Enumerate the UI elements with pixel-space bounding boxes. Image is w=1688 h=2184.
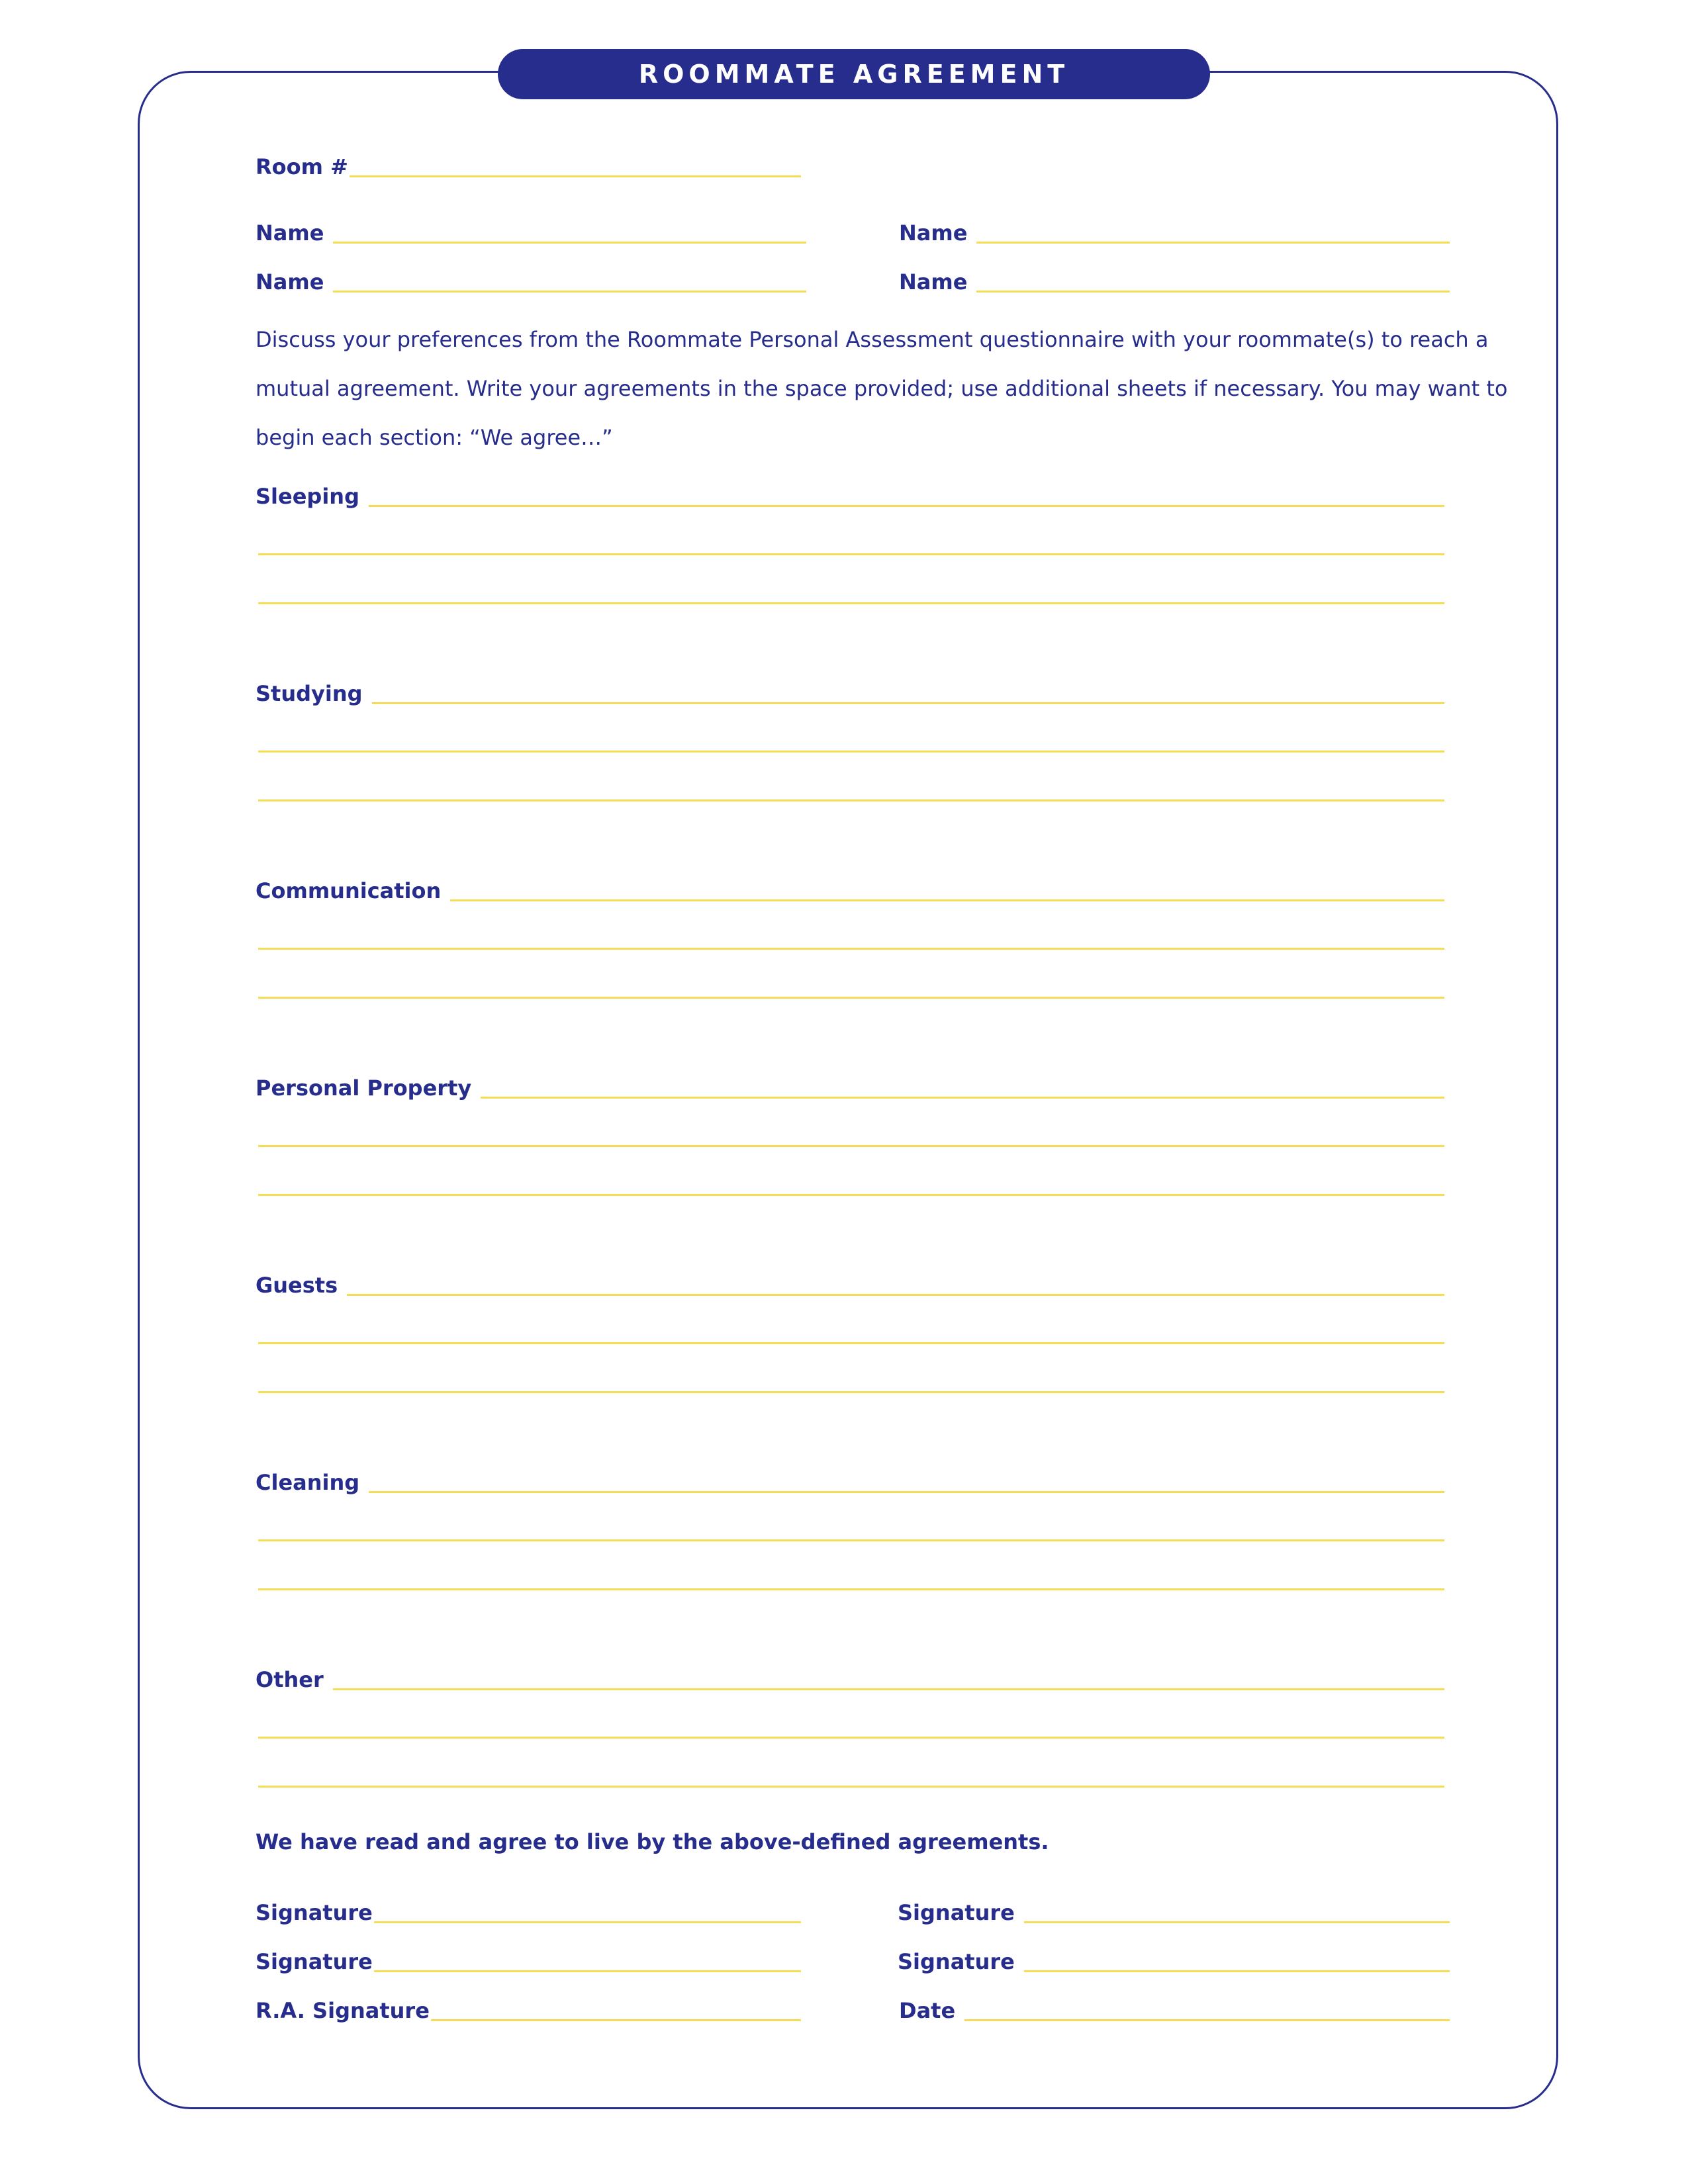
write-line[interactable] [258, 1342, 1444, 1344]
ra-signature-field[interactable] [256, 1991, 801, 2024]
write-line[interactable] [450, 899, 1444, 901]
date-line[interactable] [964, 2019, 1450, 2021]
section-label: Personal Property [256, 1075, 472, 1101]
signature-field-4[interactable] [898, 1942, 1450, 1975]
write-line[interactable] [372, 702, 1444, 704]
signature-field-2[interactable] [898, 1893, 1450, 1926]
section-personal-property[interactable] [256, 1068, 1444, 1101]
write-line[interactable] [258, 1391, 1444, 1393]
write-line[interactable] [258, 1588, 1444, 1590]
section-label: Guests [256, 1273, 338, 1298]
name-field-2[interactable] [899, 213, 1450, 246]
date-label: Date [899, 1998, 956, 2023]
signature-label: Signature [898, 1949, 1015, 1974]
write-line[interactable] [481, 1097, 1444, 1099]
write-line[interactable] [258, 1145, 1444, 1147]
instructions-paragraph [256, 315, 1508, 462]
write-line[interactable] [258, 553, 1444, 555]
name-line[interactable] [976, 291, 1450, 293]
write-line[interactable] [258, 948, 1444, 950]
room-number-label: Room # [256, 154, 348, 179]
write-line[interactable] [333, 1688, 1444, 1690]
instructions-line: begin each section: “We agree…” [256, 425, 613, 450]
write-line[interactable] [258, 1786, 1444, 1788]
form-title: ROOMMATE AGREEMENT [498, 49, 1210, 99]
signature-line[interactable] [1024, 1970, 1450, 1972]
section-cleaning[interactable] [256, 1463, 1444, 1496]
signature-line[interactable] [1024, 1921, 1450, 1923]
instructions-line: mutual agreement. Write your agreements in the space provided; use additional sheets if necessary. You may want to [256, 376, 1508, 401]
signature-line[interactable] [374, 1970, 801, 1972]
write-line[interactable] [258, 799, 1444, 801]
name-line[interactable] [976, 242, 1450, 244]
signature-field-3[interactable] [256, 1942, 801, 1975]
instructions-line: Discuss your preferences from the Roommate Personal Assessment questionnaire with your roommate(s) to reach a [256, 327, 1489, 352]
name-field-1[interactable] [256, 213, 806, 246]
name-line[interactable] [333, 242, 806, 244]
write-line[interactable] [369, 505, 1444, 507]
ra-signature-label: R.A. Signature [256, 1998, 430, 2023]
signature-line[interactable] [374, 1921, 801, 1923]
date-field[interactable] [899, 1991, 1450, 2024]
name-label: Name [899, 269, 968, 295]
agreement-statement: We have read and agree to live by the above-defined agreements. [256, 1829, 1049, 1854]
write-line[interactable] [258, 1737, 1444, 1739]
section-guests[interactable] [256, 1265, 1444, 1298]
room-number-line[interactable] [350, 175, 801, 177]
ra-signature-line[interactable] [431, 2019, 801, 2021]
write-line[interactable] [258, 997, 1444, 999]
name-label: Name [256, 269, 324, 295]
write-line[interactable] [369, 1491, 1444, 1493]
signature-label: Signature [898, 1900, 1015, 1925]
write-line[interactable] [258, 602, 1444, 604]
section-label: Cleaning [256, 1470, 360, 1495]
name-field-3[interactable] [256, 262, 806, 295]
section-other[interactable] [256, 1660, 1444, 1693]
write-line[interactable] [258, 751, 1444, 752]
name-field-4[interactable] [899, 262, 1450, 295]
section-communication[interactable] [256, 871, 1444, 904]
room-number-field[interactable] [256, 147, 801, 180]
write-line[interactable] [347, 1294, 1444, 1296]
section-studying[interactable] [256, 674, 1444, 707]
write-line[interactable] [258, 1194, 1444, 1196]
section-label: Sleeping [256, 484, 359, 509]
signature-label: Signature [256, 1949, 373, 1974]
signature-field-1[interactable] [256, 1893, 801, 1926]
name-label: Name [899, 220, 968, 246]
section-label: Communication [256, 878, 442, 903]
section-label: Studying [256, 681, 363, 706]
section-label: Other [256, 1667, 324, 1692]
name-line[interactable] [333, 291, 806, 293]
name-label: Name [256, 220, 324, 246]
signature-label: Signature [256, 1900, 373, 1925]
section-sleeping[interactable] [256, 477, 1444, 510]
write-line[interactable] [258, 1539, 1444, 1541]
